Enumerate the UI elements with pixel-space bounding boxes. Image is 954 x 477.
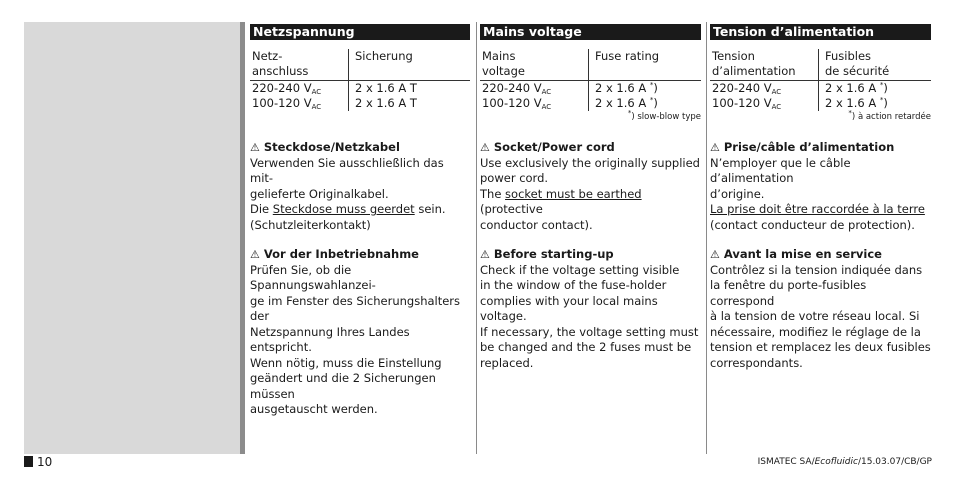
column-heading: Netzspannung — [250, 24, 470, 40]
underlined-text: socket must be earthed — [505, 186, 642, 201]
fuse-table — [480, 49, 701, 111]
body-line: ausgetauscht werden. — [250, 402, 378, 416]
warning-section — [250, 247, 470, 418]
fuse-cell: 2 x 1.6 A *) — [589, 81, 702, 97]
voltage-cell: 220-240 $V_{AC}$ — [712, 81, 782, 96]
header-fuse: Sicherung — [349, 49, 471, 81]
voltage-cell: 100-120 $V_{AC}$ — [712, 96, 782, 111]
table-row — [710, 81, 931, 97]
body-line: tension et remplacez les deux fusibles — [710, 340, 931, 354]
body-line: gelieferte Originalkabel. — [250, 186, 389, 201]
table-row — [480, 96, 701, 111]
body-line: à la tension de votre réseau local. Si — [710, 309, 920, 323]
fuse-table-header — [250, 49, 470, 81]
fuse-cell: 2 x 1.6 A T — [349, 96, 471, 111]
section-title: ⚠ Socket/Power cord — [480, 140, 615, 154]
footnote-mark: * — [649, 81, 654, 90]
underlined-text: La prise doit être raccordée à la terre — [710, 202, 925, 216]
body-line: If necessary, the voltage setting must — [480, 324, 699, 339]
footnote-mark: * — [879, 96, 884, 105]
table-row — [250, 96, 470, 111]
column-fr — [710, 24, 931, 371]
body-line: correspondants. — [710, 355, 803, 370]
warning-section — [250, 140, 470, 233]
body-line: replaced. — [480, 355, 534, 370]
table-row — [710, 96, 931, 111]
header-voltage: Mains voltage — [480, 49, 589, 81]
section-title: ⚠ Prise/câble d’alimentation — [710, 140, 895, 154]
sidebar-edge — [240, 22, 245, 454]
fuse-cell: 2 x 1.6 A *) — [589, 96, 702, 111]
underlined-text: Steckdose muss geerdet — [272, 202, 415, 216]
body-line: Check if the voltage setting visible — [480, 262, 680, 277]
table-footnote-spacer — [250, 112, 470, 122]
body-line: power cord. — [480, 171, 549, 185]
body-line: N’employer que le câble d’alimentation — [710, 155, 851, 185]
warning-triangle-icon: ⚠ — [710, 141, 720, 154]
fuse-table-header — [710, 49, 931, 81]
warning-triangle-icon: ⚠ — [250, 141, 260, 154]
body-line: Prüfen Sie, ob die Spannungswahlanzei- — [250, 262, 376, 292]
header-voltage: Netz- anschluss — [250, 49, 349, 81]
body-line: conductor contact). — [480, 217, 593, 232]
voltage-cell: 220-240 $V_{AC}$ — [482, 81, 552, 96]
fuse-cell: 2 x 1.6 A *) — [819, 81, 932, 97]
footnote-mark: * — [649, 96, 654, 105]
fuse-table-header — [480, 49, 701, 81]
body-line: Use exclusively the originally supplied — [480, 155, 700, 170]
warning-triangle-icon: ⚠ — [480, 248, 490, 261]
column-heading: Tension d’alimentation — [710, 24, 931, 40]
body-line: (contact conducteur de protection). — [710, 217, 915, 232]
body-line: complies with your local mains voltage. — [480, 293, 658, 323]
body-line: Die Steckdose muss geerdet sein. — [250, 202, 446, 216]
fuse-cell: 2 x 1.6 A *) — [819, 96, 932, 111]
warning-section — [710, 140, 931, 233]
table-row — [250, 81, 470, 97]
body-line: la fenêtre du porte-fusibles correspond — [710, 278, 867, 308]
voltage-cell: 100-120 $V_{AC}$ — [482, 96, 552, 111]
page-number: 10 — [24, 455, 52, 469]
table-footnote: *) à action retardée — [848, 109, 931, 122]
section-title: ⚠ Vor der Inbetriebnahme — [250, 247, 419, 261]
body-line: Wenn nötig, muss die Einstellung — [250, 355, 442, 370]
column-en — [480, 24, 701, 371]
body-line: nécessaire, modifiez le réglage de la — [710, 324, 921, 339]
body-line: geändert und die 2 Sicherungen müssen — [250, 371, 436, 401]
warning-triangle-icon: ⚠ — [480, 141, 490, 154]
voltage-cell: 220-240 $V_{AC}$ — [252, 81, 322, 96]
body-line: d’origine. — [710, 186, 765, 201]
voltage-cell: 100-120 $V_{AC}$ — [252, 96, 322, 111]
header-fuse: Fuse rating — [589, 49, 702, 81]
warning-triangle-icon: ⚠ — [250, 248, 260, 261]
table-row — [480, 81, 701, 97]
table-footnote: *) slow-blow type — [627, 109, 701, 122]
column-heading: Mains voltage — [480, 24, 701, 40]
warning-triangle-icon: ⚠ — [710, 248, 720, 261]
fuse-cell: 2 x 1.6 A T — [349, 81, 471, 97]
body-line: ge im Fenster des Sicherungshalters der — [250, 293, 461, 323]
column-divider-2 — [706, 22, 707, 454]
fuse-table — [710, 49, 931, 111]
body-line: Contrôlez si la tension indiquée dans — [710, 262, 923, 277]
column-divider-1 — [476, 22, 477, 454]
body-line: Netzspannung Ihres Landes entspricht. — [250, 324, 410, 354]
section-title: ⚠ Steckdose/Netzkabel — [250, 140, 400, 154]
header-voltage: Tension d’alimentation — [710, 49, 819, 81]
sidebar-panel — [24, 22, 240, 454]
body-line — [710, 202, 931, 218]
warning-section — [480, 247, 701, 371]
body-line: be changed and the 2 fuses must be — [480, 340, 692, 354]
body-line: Verwenden Sie ausschließlich das mit- — [250, 155, 444, 185]
fuse-table — [250, 49, 470, 111]
body-line: (Schutzleiterkontakt) — [250, 217, 371, 232]
warning-section — [710, 247, 931, 371]
body-line: in the window of the fuse-holder — [480, 278, 667, 292]
warning-section — [480, 140, 701, 233]
document-reference: ISMATEC SA/Ecofluidic/15.03.07/CB/GP — [757, 457, 932, 467]
section-title: ⚠ Avant la mise en service — [710, 247, 882, 261]
footnote-mark: * — [879, 81, 884, 90]
header-fuse: Fusibles de sécurité — [819, 49, 932, 81]
body-line: The socket must be earthed (protective — [480, 186, 642, 216]
page-marker — [24, 456, 33, 467]
section-title: ⚠ Before starting-up — [480, 247, 614, 261]
column-de — [250, 24, 470, 418]
